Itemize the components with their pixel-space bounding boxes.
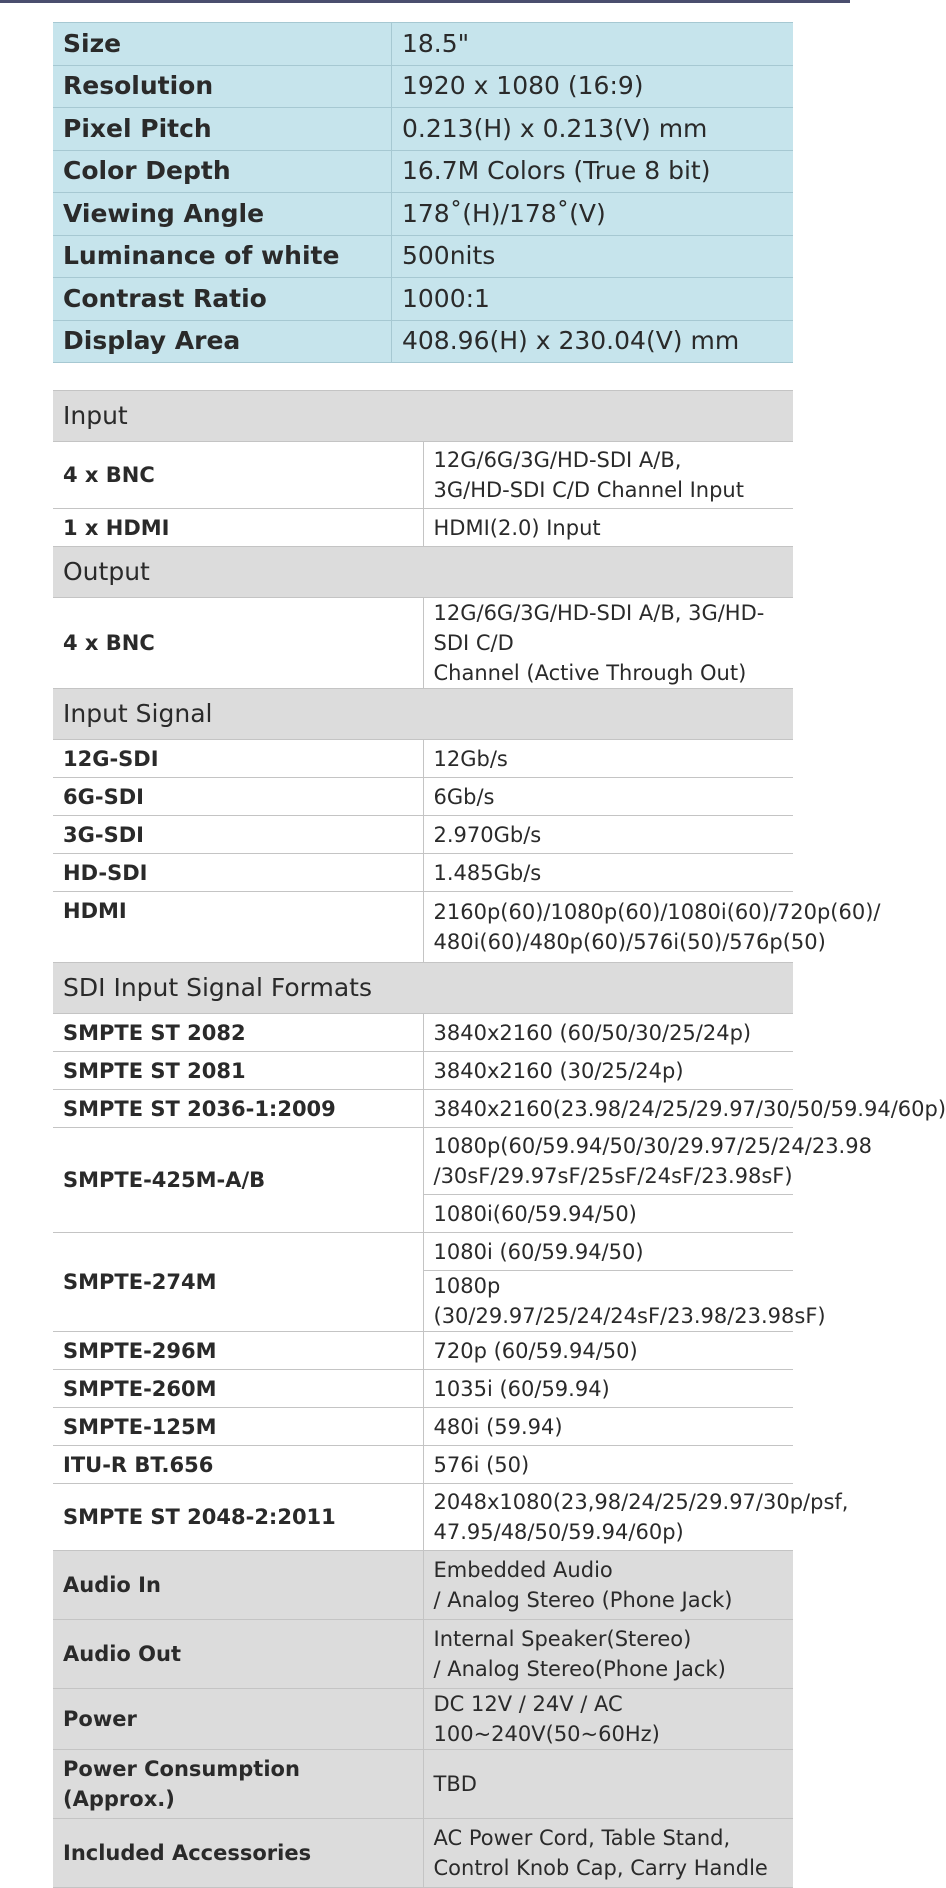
spec-label: Size bbox=[53, 23, 392, 66]
spec-value: 178˚(H)/178˚(V) bbox=[392, 193, 794, 236]
row-value: TBD bbox=[423, 1750, 793, 1819]
value-line: / Analog Stereo(Phone Jack) bbox=[433, 1657, 726, 1681]
row-value: 1080p (30/29.97/25/24/24sF/23.98/23.98sF) bbox=[423, 1271, 793, 1332]
spec-value: 500nits bbox=[392, 235, 794, 278]
table-row-power-consumption bbox=[53, 1750, 793, 1819]
spec-label: Luminance of white bbox=[53, 235, 392, 278]
row-value bbox=[423, 1484, 849, 1551]
spec-row-resolution bbox=[53, 65, 793, 108]
table-row-audio-out bbox=[53, 1620, 793, 1689]
row-value bbox=[423, 1819, 793, 1888]
row-value bbox=[423, 1551, 793, 1620]
row-label: Power bbox=[53, 1689, 423, 1750]
top-border bbox=[0, 0, 850, 3]
table-row bbox=[53, 1233, 793, 1271]
row-value: 720p (60/59.94/50) bbox=[423, 1332, 793, 1370]
value-line: 2160p(60)/1080p(60)/1080i(60)/720p(60)/ bbox=[433, 900, 881, 924]
row-value: 2.970Gb/s bbox=[423, 816, 793, 854]
table-row bbox=[53, 740, 793, 778]
table-row bbox=[53, 1128, 793, 1195]
table-row-power bbox=[53, 1689, 793, 1750]
spec-row-viewing-angle bbox=[53, 193, 793, 236]
spec-value: 16.7M Colors (True 8 bit) bbox=[392, 150, 794, 193]
row-value: 1.485Gb/s bbox=[423, 854, 793, 892]
spec-label: Display Area bbox=[53, 320, 392, 363]
table-row bbox=[53, 509, 793, 547]
value-line: Internal Speaker(Stereo) bbox=[433, 1627, 692, 1651]
row-label: HD-SDI bbox=[53, 854, 423, 892]
row-label: SMPTE-125M bbox=[53, 1408, 423, 1446]
value-line: / Analog Stereo (Phone Jack) bbox=[433, 1588, 733, 1612]
spec-label: Pixel Pitch bbox=[53, 108, 392, 151]
row-value bbox=[423, 892, 881, 963]
row-value: 3840x2160 (60/50/30/25/24p) bbox=[423, 1014, 793, 1052]
spec-row-luminance bbox=[53, 235, 793, 278]
label-line: (Approx.) bbox=[63, 1787, 175, 1811]
row-label: SMPTE-260M bbox=[53, 1370, 423, 1408]
row-label: ITU-R BT.656 bbox=[53, 1446, 423, 1484]
table-row bbox=[53, 1446, 793, 1484]
value-line: 47.95/48/50/59.94/60p) bbox=[433, 1520, 684, 1544]
table-row bbox=[53, 442, 793, 509]
section-header-output bbox=[53, 547, 793, 598]
row-label: Audio In bbox=[53, 1551, 423, 1620]
table-row bbox=[53, 892, 793, 963]
spec-row-size bbox=[53, 23, 793, 66]
spec-label: Color Depth bbox=[53, 150, 392, 193]
section-header-input-signal bbox=[53, 689, 793, 740]
table-row bbox=[53, 1370, 793, 1408]
row-label: 4 x BNC bbox=[53, 598, 423, 689]
label-line: Power Consumption bbox=[63, 1757, 300, 1781]
section-title: Input bbox=[53, 391, 793, 442]
table-row bbox=[53, 816, 793, 854]
row-label: Audio Out bbox=[53, 1620, 423, 1689]
value-line: AC Power Cord, Table Stand, bbox=[433, 1826, 731, 1850]
table-row bbox=[53, 1052, 793, 1090]
row-value bbox=[423, 598, 793, 689]
value-line: 12G/6G/3G/HD-SDI A/B, bbox=[433, 448, 682, 472]
value-line: Embedded Audio bbox=[433, 1558, 613, 1582]
row-value: DC 12V / 24V / AC 100~240V(50~60Hz) bbox=[423, 1689, 793, 1750]
table-row bbox=[53, 1332, 793, 1370]
spec-row-contrast bbox=[53, 278, 793, 321]
row-label: Included Accessories bbox=[53, 1819, 423, 1888]
table-row bbox=[53, 1484, 793, 1551]
io-spec-table bbox=[53, 390, 946, 1888]
row-label: SMPTE-274M bbox=[53, 1233, 423, 1332]
row-value: 480i (59.94) bbox=[423, 1408, 793, 1446]
row-label: 4 x BNC bbox=[53, 442, 423, 509]
value-line: 2048x1080(23,98/24/25/29.97/30p/psf, bbox=[433, 1490, 849, 1514]
row-label: SMPTE ST 2082 bbox=[53, 1014, 423, 1052]
row-label: SMPTE-425M-A/B bbox=[53, 1128, 423, 1233]
section-title: Output bbox=[53, 547, 793, 598]
value-line: 480i(60)/480p(60)/576i(50)/576p(50) bbox=[433, 930, 826, 954]
row-value: 576i (50) bbox=[423, 1446, 793, 1484]
spec-value: 1920 x 1080 (16:9) bbox=[392, 65, 794, 108]
row-value bbox=[423, 442, 793, 509]
value-line: Channel (Active Through Out) bbox=[433, 661, 747, 685]
row-label: 3G-SDI bbox=[53, 816, 423, 854]
row-value: 12Gb/s bbox=[423, 740, 793, 778]
spec-value: 18.5" bbox=[392, 23, 794, 66]
row-value: HDMI(2.0) Input bbox=[423, 509, 793, 547]
row-value: 3840x2160(23.98/24/25/29.97/30/50/59.94/60p) bbox=[423, 1090, 793, 1128]
row-label: 6G-SDI bbox=[53, 778, 423, 816]
row-label: 1 x HDMI bbox=[53, 509, 423, 547]
value-line: 12G/6G/3G/HD-SDI A/B, 3G/HD-SDI C/D bbox=[433, 601, 765, 655]
table-row bbox=[53, 1408, 793, 1446]
value-line: /30sF/29.97sF/25sF/24sF/23.98sF) bbox=[433, 1164, 793, 1188]
table-row bbox=[53, 598, 793, 689]
spec-label: Contrast Ratio bbox=[53, 278, 392, 321]
spec-value: 408.96(H) x 230.04(V) mm bbox=[392, 320, 794, 363]
spec-row-pixel-pitch bbox=[53, 108, 793, 151]
row-value: 6Gb/s bbox=[423, 778, 793, 816]
spec-value: 1000:1 bbox=[392, 278, 794, 321]
spec-row-color-depth bbox=[53, 150, 793, 193]
display-spec-table bbox=[53, 22, 793, 363]
spec-row-display-area bbox=[53, 320, 793, 363]
spec-label: Viewing Angle bbox=[53, 193, 392, 236]
row-label: SMPTE ST 2081 bbox=[53, 1052, 423, 1090]
table-row bbox=[53, 1014, 793, 1052]
table-row-accessories bbox=[53, 1819, 793, 1888]
value-line: 3G/HD-SDI C/D Channel Input bbox=[433, 478, 744, 502]
row-label: HDMI bbox=[53, 892, 423, 963]
row-label: 12G-SDI bbox=[53, 740, 423, 778]
section-header-input bbox=[53, 391, 793, 442]
section-title: Input Signal bbox=[53, 689, 793, 740]
row-value: 1080i(60/59.94/50) bbox=[423, 1195, 793, 1233]
row-value: 1080i (60/59.94/50) bbox=[423, 1233, 793, 1271]
row-label bbox=[53, 1750, 423, 1819]
table-row bbox=[53, 1090, 793, 1128]
row-label: SMPTE-296M bbox=[53, 1332, 423, 1370]
spec-label: Resolution bbox=[53, 65, 392, 108]
table-row-audio-in bbox=[53, 1551, 793, 1620]
row-value bbox=[423, 1128, 872, 1195]
value-line: 1080p(60/59.94/50/30/29.97/25/24/23.98 bbox=[433, 1134, 872, 1158]
value-line: Control Knob Cap, Carry Handle bbox=[433, 1856, 768, 1880]
table-row bbox=[53, 778, 793, 816]
table-row bbox=[53, 854, 793, 892]
spec-value: 0.213(H) x 0.213(V) mm bbox=[392, 108, 794, 151]
section-header-sdi-formats bbox=[53, 963, 793, 1014]
row-label: SMPTE ST 2048-2:2011 bbox=[53, 1484, 423, 1551]
row-value: 1035i (60/59.94) bbox=[423, 1370, 793, 1408]
row-value: 3840x2160 (30/25/24p) bbox=[423, 1052, 793, 1090]
row-label: SMPTE ST 2036-1:2009 bbox=[53, 1090, 423, 1128]
row-value bbox=[423, 1620, 793, 1689]
section-title: SDI Input Signal Formats bbox=[53, 963, 793, 1014]
